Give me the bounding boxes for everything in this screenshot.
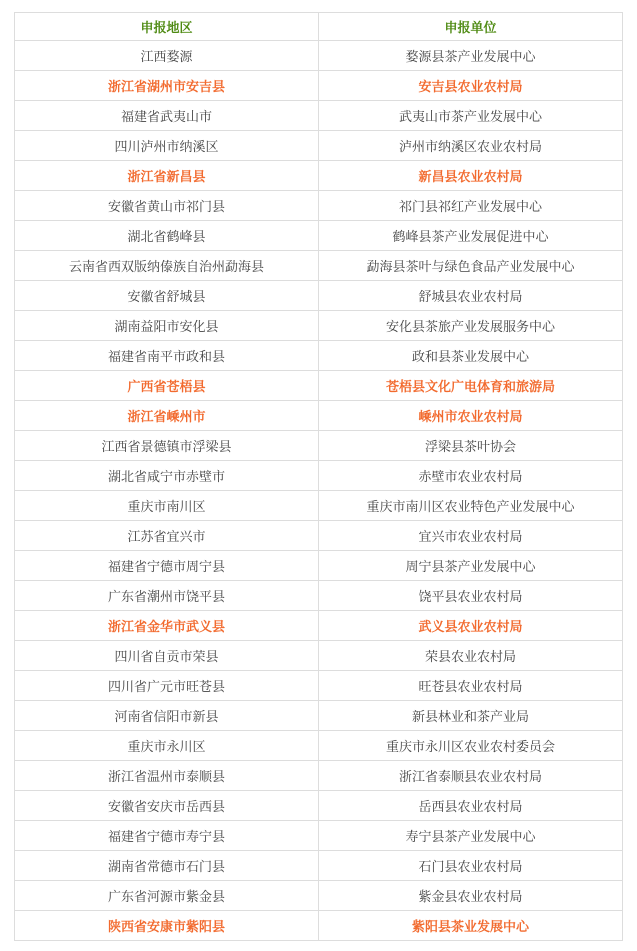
cell-region: 四川省自贡市荣县 — [15, 641, 319, 671]
cell-region: 广西省苍梧县 — [15, 371, 319, 401]
table-row — [15, 461, 623, 491]
cell-unit: 浮梁县茶叶协会 — [319, 431, 623, 461]
cell-region: 江西婺源 — [15, 41, 319, 71]
cell-region: 广东省河源市紫金县 — [15, 881, 319, 911]
cell-unit: 饶平县农业农村局 — [319, 581, 623, 611]
cell-region: 福建省南平市政和县 — [15, 341, 319, 371]
cell-region: 安徽省舒城县 — [15, 281, 319, 311]
table-row — [15, 371, 623, 401]
table-row — [15, 551, 623, 581]
cell-unit: 泸州市纳溪区农业农村局 — [319, 131, 623, 161]
table-row — [15, 761, 623, 791]
cell-unit: 周宁县茶产业发展中心 — [319, 551, 623, 581]
table-body — [15, 41, 623, 941]
cell-unit: 重庆市南川区农业特色产业发展中心 — [319, 491, 623, 521]
table-row — [15, 821, 623, 851]
cell-region: 浙江省温州市泰顺县 — [15, 761, 319, 791]
cell-unit: 宜兴市农业农村局 — [319, 521, 623, 551]
cell-unit: 荣县农业农村局 — [319, 641, 623, 671]
table-row — [15, 581, 623, 611]
cell-region: 江西省景德镇市浮梁县 — [15, 431, 319, 461]
cell-region: 重庆市永川区 — [15, 731, 319, 761]
cell-unit: 新昌县农业农村局 — [319, 161, 623, 191]
cell-region: 湖南益阳市安化县 — [15, 311, 319, 341]
table-row — [15, 671, 623, 701]
cell-region: 福建省宁德市周宁县 — [15, 551, 319, 581]
cell-region: 四川省广元市旺苍县 — [15, 671, 319, 701]
table-row — [15, 401, 623, 431]
table-row — [15, 221, 623, 251]
cell-unit: 浙江省泰顺县农业农村局 — [319, 761, 623, 791]
cell-unit: 紫阳县茶业发展中心 — [319, 911, 623, 941]
table-row — [15, 701, 623, 731]
cell-unit: 政和县茶业发展中心 — [319, 341, 623, 371]
table-row — [15, 911, 623, 941]
table-row — [15, 71, 623, 101]
cell-unit: 武夷山市茶产业发展中心 — [319, 101, 623, 131]
cell-unit: 安化县茶旅产业发展服务中心 — [319, 311, 623, 341]
cell-region: 陕西省安康市紫阳县 — [15, 911, 319, 941]
cell-region: 浙江省嵊州市 — [15, 401, 319, 431]
table-row — [15, 521, 623, 551]
table-row — [15, 431, 623, 461]
cell-unit: 岳西县农业农村局 — [319, 791, 623, 821]
table-header-row — [15, 13, 623, 41]
table-row — [15, 641, 623, 671]
cell-region: 福建省武夷山市 — [15, 101, 319, 131]
cell-unit: 旺苍县农业农村局 — [319, 671, 623, 701]
header-region: 申报地区 — [15, 13, 319, 41]
cell-region: 四川泸州市纳溪区 — [15, 131, 319, 161]
cell-region: 广东省潮州市饶平县 — [15, 581, 319, 611]
table-row — [15, 491, 623, 521]
cell-unit: 新县林业和茶产业局 — [319, 701, 623, 731]
cell-unit: 紫金县农业农村局 — [319, 881, 623, 911]
cell-unit: 舒城县农业农村局 — [319, 281, 623, 311]
table-row — [15, 281, 623, 311]
header-unit: 申报单位 — [319, 13, 623, 41]
cell-region: 江苏省宜兴市 — [15, 521, 319, 551]
table-row — [15, 731, 623, 761]
table-row — [15, 41, 623, 71]
cell-region: 云南省西双版纳傣族自治州勐海县 — [15, 251, 319, 281]
cell-unit: 石门县农业农村局 — [319, 851, 623, 881]
table-row — [15, 191, 623, 221]
cell-unit: 寿宁县茶产业发展中心 — [319, 821, 623, 851]
table-row — [15, 881, 623, 911]
cell-region: 湖北省咸宁市赤壁市 — [15, 461, 319, 491]
application-table — [14, 12, 623, 941]
table-row — [15, 311, 623, 341]
cell-unit: 嵊州市农业农村局 — [319, 401, 623, 431]
table-row — [15, 341, 623, 371]
table-row — [15, 851, 623, 881]
cell-unit: 重庆市永川区农业农村委员会 — [319, 731, 623, 761]
cell-region: 重庆市南川区 — [15, 491, 319, 521]
table-row — [15, 101, 623, 131]
table-row — [15, 611, 623, 641]
cell-region: 浙江省金华市武义县 — [15, 611, 319, 641]
cell-unit: 赤壁市农业农村局 — [319, 461, 623, 491]
table-row — [15, 131, 623, 161]
cell-unit: 勐海县茶叶与绿色食品产业发展中心 — [319, 251, 623, 281]
cell-unit: 安吉县农业农村局 — [319, 71, 623, 101]
cell-region: 湖南省常德市石门县 — [15, 851, 319, 881]
cell-region: 福建省宁德市寿宁县 — [15, 821, 319, 851]
cell-unit: 祁门县祁红产业发展中心 — [319, 191, 623, 221]
cell-region: 浙江省新昌县 — [15, 161, 319, 191]
cell-unit: 苍梧县文化广电体育和旅游局 — [319, 371, 623, 401]
cell-region: 湖北省鹤峰县 — [15, 221, 319, 251]
table-row — [15, 251, 623, 281]
cell-region: 安徽省黄山市祁门县 — [15, 191, 319, 221]
cell-region: 安徽省安庆市岳西县 — [15, 791, 319, 821]
cell-unit: 婺源县茶产业发展中心 — [319, 41, 623, 71]
cell-region: 河南省信阳市新县 — [15, 701, 319, 731]
cell-region: 浙江省湖州市安吉县 — [15, 71, 319, 101]
cell-unit: 武义县农业农村局 — [319, 611, 623, 641]
table-row — [15, 791, 623, 821]
table-row — [15, 161, 623, 191]
cell-unit: 鹤峰县茶产业发展促进中心 — [319, 221, 623, 251]
